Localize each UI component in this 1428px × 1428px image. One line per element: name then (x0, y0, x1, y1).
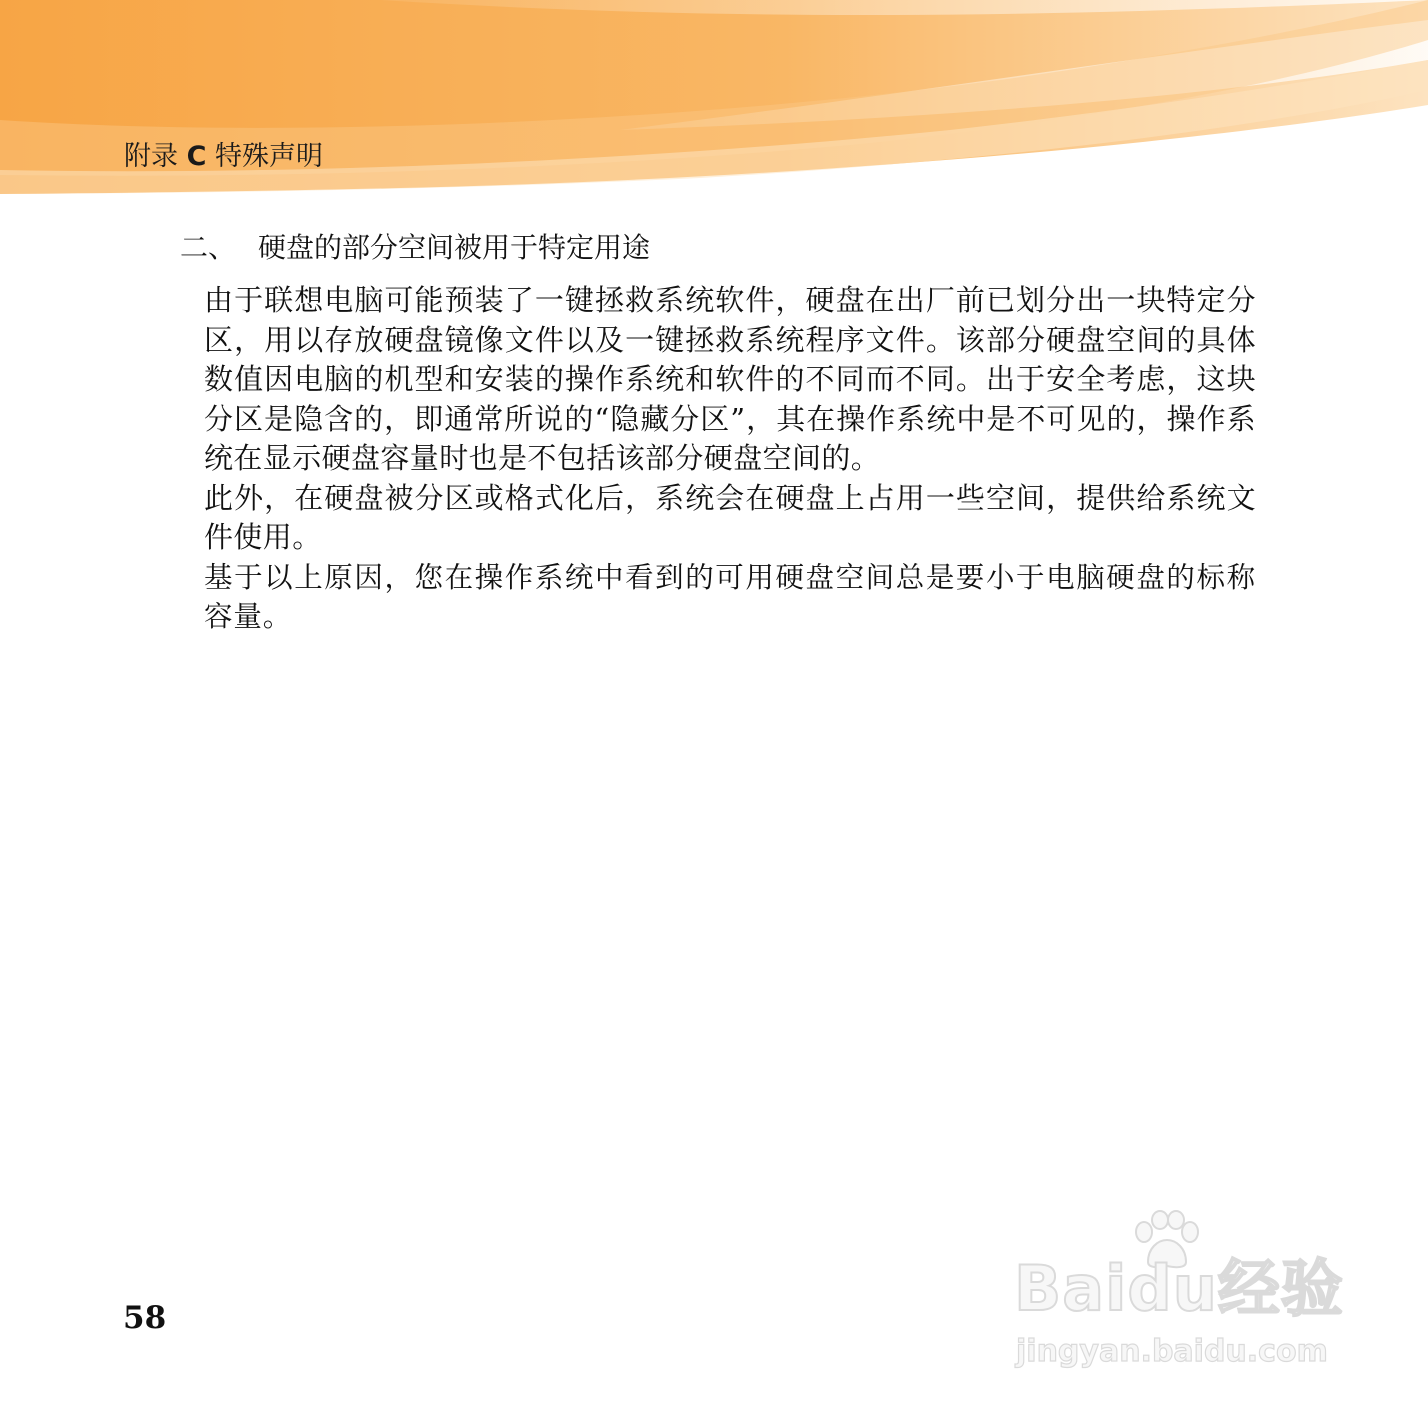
watermark-domain: jingyan.baidu.com (1016, 1334, 1328, 1369)
body-text (204, 281, 1256, 637)
running-head-title: 特殊声明 (215, 141, 324, 172)
appendix-letter: C (186, 141, 207, 172)
paragraph-system-files: 此外，在硬盘被分区或格式化后，系统会在硬盘上占用一些空间，提供给系统文件使用。 (204, 480, 1256, 554)
section-number: 二、 (180, 231, 237, 264)
running-head-prefix: 附录 (124, 141, 178, 172)
section-heading (180, 228, 650, 268)
watermark-brand: Baidu经验 (1014, 1252, 1344, 1325)
paragraph-hidden-partition: 由于联想电脑可能预装了一键拯救系统软件，硬盘在出厂前已划分出一块特定分区，用以存放硬盘镜像文件以及一键拯救系统程序文件。该部分硬盘空间的具体数值因电脑的机型和安装的操作系统和软件的不同而不同。出于安全考虑，这块分区是隐含的，即通常所说的“隐藏分区”，其在操作系统中是不可见的，操作系统在显示硬盘容量时也是不包括该部分硬盘空间的。 (204, 283, 1256, 475)
baidu-watermark (1008, 1210, 1348, 1380)
page-number: 58 (123, 1300, 167, 1336)
paragraph-conclusion: 基于以上原因，您在操作系统中看到的可用硬盘空间总是要小于电脑硬盘的标称容量。 (204, 560, 1256, 633)
running-head (124, 139, 323, 175)
section-title: 硬盘的部分空间被用于特定用途 (258, 231, 651, 264)
